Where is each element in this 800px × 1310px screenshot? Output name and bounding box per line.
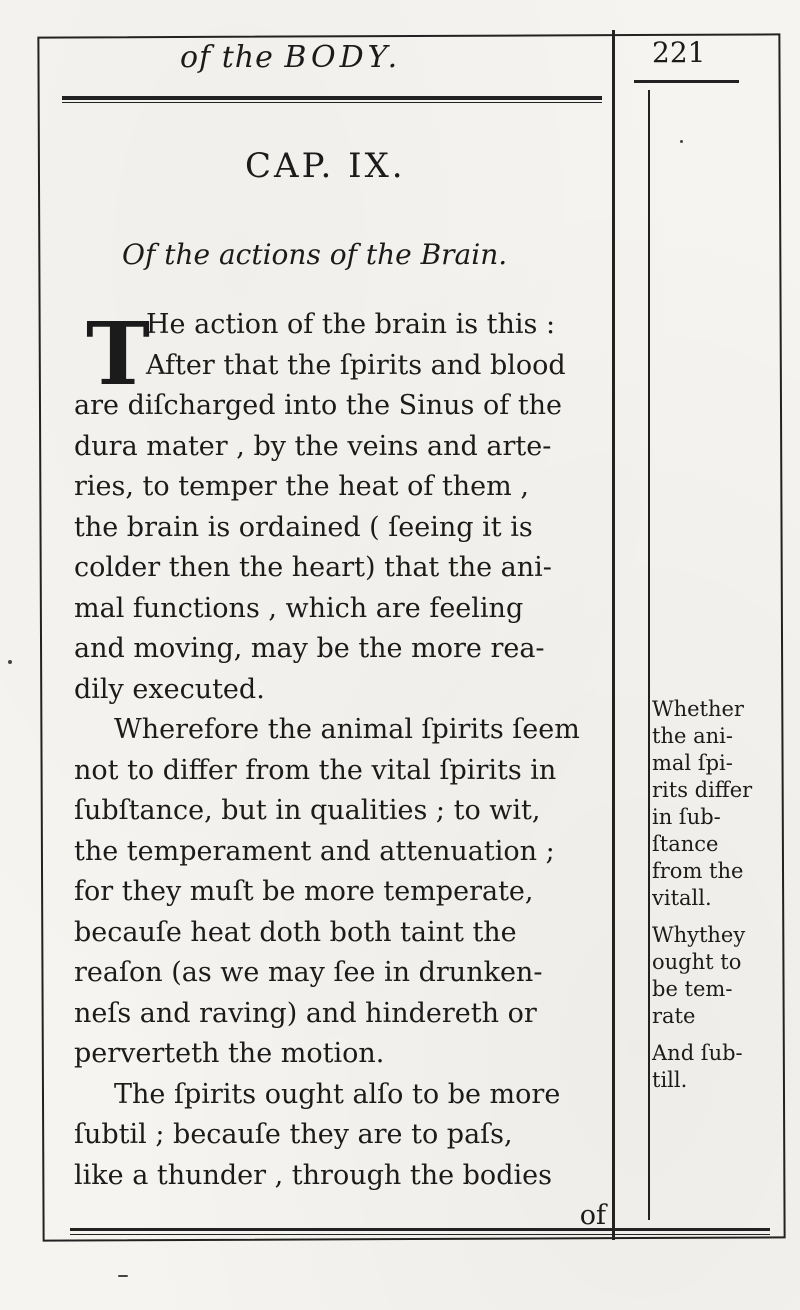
page-number: 221	[652, 36, 706, 69]
text-line: dura mater , by the veins and arte-	[74, 430, 552, 462]
text-line: Wherefore the animal ſpirits ſeem	[114, 714, 580, 745]
text-line: neſs and raving) and hindereth or	[74, 997, 537, 1029]
margin-note-line: Whether	[652, 697, 744, 721]
text-line: perverteth the motion.	[74, 1038, 385, 1069]
text-line: like a thunder , through the bodies	[74, 1159, 552, 1191]
margin-note-line: in ſub-	[652, 805, 721, 829]
text-line: becauſe heat doth both taint the	[74, 916, 517, 948]
text-line: colder then the heart) that the ani-	[74, 552, 552, 583]
running-header	[180, 40, 520, 75]
text-line: for they muſt be more temperate,	[74, 876, 534, 907]
text-line: not to differ from the vital ſpirits in	[74, 754, 557, 786]
margin-note-line: rits differ	[652, 778, 753, 802]
drop-cap: T	[86, 304, 150, 405]
page-number-rule	[634, 80, 739, 83]
header-rule-thin	[62, 102, 602, 103]
text-line: the temperament and attenuation ;	[74, 835, 555, 867]
text-line: dily executed.	[74, 673, 265, 705]
margin-note	[652, 696, 782, 912]
margin-note-line: ought to	[652, 950, 742, 974]
margin-note-line: ſtance	[652, 832, 719, 856]
margin-note	[652, 1040, 782, 1094]
chapter-subtitle: Of the actions of the Brain.	[122, 238, 508, 271]
margin-note-line: Whythey	[652, 923, 746, 947]
text-line: the brain is ordained ( ſeeing it is	[74, 511, 533, 543]
margin-note-line: be tem-	[652, 977, 733, 1001]
margin-note-line: rate	[652, 1004, 696, 1028]
text-line: The ſpirits ought alſo to be more	[114, 1078, 561, 1110]
text-line: After that the ſpirits and blood	[146, 349, 566, 381]
paper-speck	[118, 1275, 128, 1277]
text-line: He action of the brain is this :	[146, 309, 556, 340]
text-line: ries, to temper the heat of them ,	[74, 471, 529, 502]
catchword: of	[579, 1200, 606, 1231]
running-header-prefix: of the	[180, 40, 274, 75]
body-text	[74, 305, 614, 1237]
text-line: mal functions , which are feeling	[74, 592, 524, 624]
text-line: ſubſtance, but in qualities ; to wit,	[74, 795, 541, 826]
running-header-main: BODY.	[284, 40, 402, 75]
margin-note-line: from the	[652, 859, 744, 883]
text-line: ſubtil ; becauſe they are to paſs,	[74, 1119, 513, 1150]
margin-note-line: vitall.	[652, 886, 712, 910]
margin-note-line: the ani-	[652, 724, 733, 748]
margin-note-line: till.	[652, 1068, 688, 1092]
margin-inner-line	[648, 90, 650, 1220]
header-rule	[62, 96, 602, 100]
margin-notes	[652, 696, 782, 1104]
margin-note-line: mal ſpi-	[652, 751, 733, 775]
text-line: reaſon (as we may ſee in drunken-	[74, 957, 543, 988]
chapter-heading: CAP. IX.	[245, 146, 406, 186]
text-line: are diſcharged into the Sinus of the	[74, 390, 563, 421]
margin-note	[652, 922, 782, 1030]
margin-note-line: And ſub-	[652, 1041, 743, 1065]
text-line: and moving, may be the more rea-	[74, 633, 545, 664]
paper-speck	[8, 660, 12, 664]
paper-speck	[680, 140, 683, 143]
